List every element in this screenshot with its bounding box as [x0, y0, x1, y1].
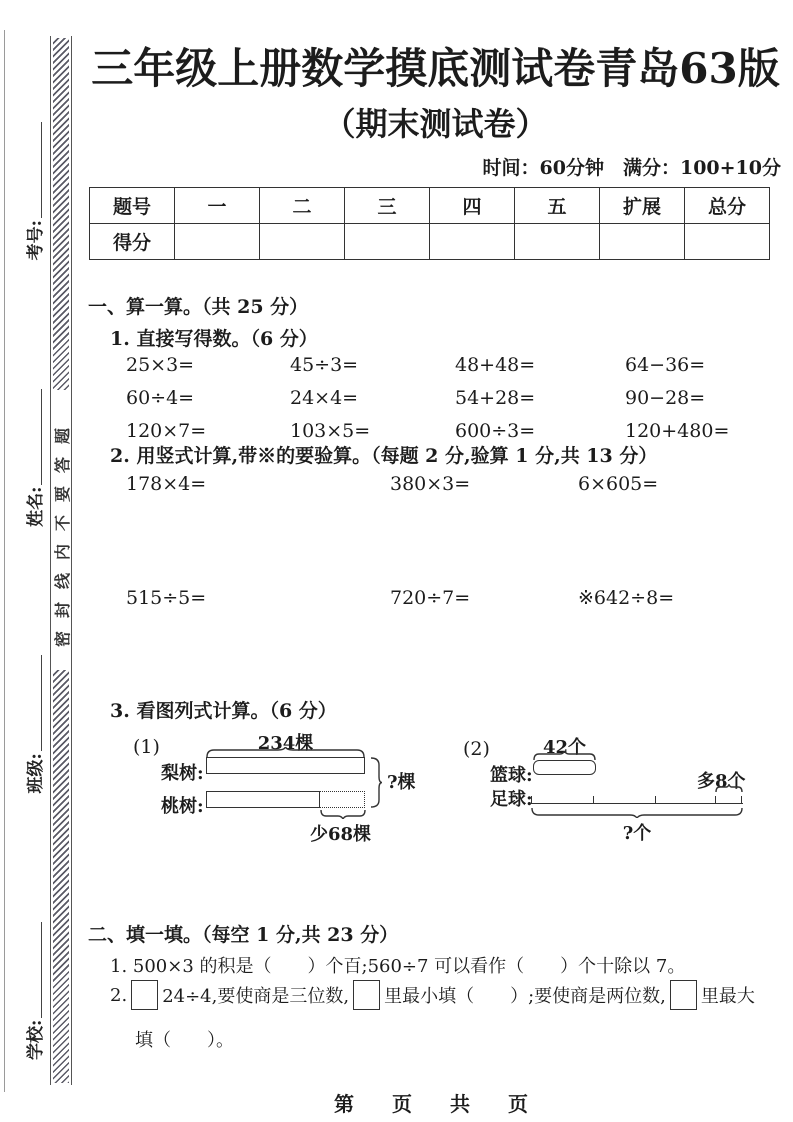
- basketball-total-label: 42个: [542, 737, 587, 758]
- more-label: 多8个: [697, 771, 746, 792]
- class-field: [20, 653, 46, 793]
- seal-hatch-top: [53, 38, 69, 390]
- class-label: 班级:: [26, 753, 46, 794]
- item2-text-part3: 里最大: [700, 986, 755, 1007]
- math-problem: 90−28=: [625, 387, 706, 409]
- blank-box: [670, 980, 697, 1010]
- item2-number: 2.: [110, 984, 128, 1006]
- score-cell: [430, 224, 515, 260]
- math-problem: 600÷3=: [455, 420, 536, 442]
- paper-subtitle: （期末测试卷）: [323, 105, 548, 143]
- score-cell: [345, 224, 430, 260]
- score-table-header-row: [90, 188, 770, 224]
- math-problem: 120+480=: [625, 420, 730, 442]
- diagram1-question-label: ?棵: [387, 772, 416, 793]
- score-table-header-cell: 一: [175, 188, 260, 224]
- page-edge-line: [4, 30, 5, 1092]
- diagram-balls: [463, 728, 783, 843]
- question1-title: 1. 直接写得数。（6 分）: [110, 328, 318, 350]
- diagram1-number: (1): [133, 736, 160, 758]
- mental-math-grid: [126, 354, 783, 442]
- score-cell: [515, 224, 600, 260]
- school-field: [20, 920, 46, 1060]
- fill-blank-item2-wrap: 填（ ）。: [135, 1030, 234, 1051]
- math-problem: 178×4=: [126, 473, 207, 495]
- question3-title: 3. 看图列式计算。（6 分）: [110, 700, 337, 722]
- score-cell: [175, 224, 260, 260]
- score-cell: [685, 224, 770, 260]
- fill-blank-item1: 1. 500×3 的积是（ ）个百;560÷7 可以看作（ ）个十除以 7。: [110, 956, 686, 977]
- math-problem: 48+48=: [455, 354, 536, 376]
- math-problem: 120×7=: [126, 420, 207, 442]
- score-row-label: 得分: [90, 224, 175, 260]
- math-problem: 54+28=: [455, 387, 536, 409]
- diagram1-total-label: 234棵: [257, 733, 314, 754]
- pear-bar: [206, 757, 365, 774]
- fill-blank-item2: [110, 980, 755, 1010]
- name-field: [20, 387, 46, 527]
- student-info-fields: [20, 120, 46, 1060]
- math-problem: ※642÷8=: [578, 587, 675, 609]
- column-calc-row1: [126, 473, 783, 495]
- segment-tick: [593, 796, 594, 803]
- math-problem: 24×4=: [290, 387, 359, 409]
- segment-tick: [741, 796, 742, 803]
- seal-hatch-bottom: [53, 670, 69, 1083]
- time-score-info: 时间：60分钟 满分：100+10分: [482, 157, 781, 179]
- top-brace-icon: [533, 751, 596, 760]
- blank-box: [353, 980, 380, 1010]
- diagram2-number: (2): [463, 738, 490, 760]
- score-table-header-cell: 二: [260, 188, 345, 224]
- score-table-header-cell: 五: [515, 188, 600, 224]
- diagram1-diff-label: 少68棵: [310, 824, 372, 845]
- score-table-header-cell: 四: [430, 188, 515, 224]
- school-blank-line: [40, 922, 42, 1018]
- score-table-header-cell: 题号: [90, 188, 175, 224]
- small-top-brace-icon: [715, 784, 743, 792]
- exam-number-field: [20, 120, 46, 260]
- score-table-header-cell: 三: [345, 188, 430, 224]
- bottom-brace-icon: [531, 808, 743, 818]
- item2-text-part2: 里最小填（ ）;要使商是两位数,: [384, 986, 666, 1007]
- score-table-header-cell: 总分: [685, 188, 770, 224]
- math-problem: 6×605=: [578, 473, 659, 495]
- exam-number-label: 考号:: [26, 220, 46, 261]
- exam-content: [88, 0, 783, 1122]
- page-footer: 第 页 共 页: [334, 1092, 537, 1116]
- name-blank-line: [40, 389, 42, 485]
- football-segment-line: [531, 792, 743, 804]
- exam-number-blank-line: [40, 122, 42, 218]
- class-blank-line: [40, 655, 42, 751]
- diagram2-question-label: ?个: [622, 823, 652, 844]
- section2-title: 二、填一填。（每空 1 分,共 23 分）: [88, 924, 399, 946]
- pear-bar-label: 梨树:: [161, 763, 204, 784]
- section1-title: 一、算一算。（共 25 分）: [88, 296, 309, 318]
- math-problem: 64−36=: [625, 354, 706, 376]
- math-problem: 25×3=: [126, 354, 195, 376]
- score-table-header-cell: 扩展: [600, 188, 685, 224]
- school-label: 学校:: [26, 1019, 46, 1060]
- item2-text-part1: 24÷4,要使商是三位数,: [162, 986, 350, 1007]
- top-brace-icon: [206, 747, 365, 757]
- math-problem: 103×5=: [290, 420, 371, 442]
- basketball-bar-label: 篮球:: [490, 765, 533, 786]
- peach-bar-label: 桃树:: [161, 796, 204, 817]
- math-problem: 60÷4=: [126, 387, 195, 409]
- blank-box: [131, 980, 158, 1010]
- diagram-trees: [133, 728, 448, 843]
- segment-tick: [655, 796, 656, 803]
- name-label: 姓名:: [26, 486, 46, 527]
- paper-title: 三年级上册数学摸底测试卷青岛63版: [91, 44, 780, 93]
- peach-bar-dotted: [320, 791, 365, 808]
- math-problem: 720÷7=: [390, 587, 471, 609]
- score-cell: [600, 224, 685, 260]
- math-problem: 45÷3=: [290, 354, 359, 376]
- segment-tick: [531, 796, 532, 803]
- peach-bar-solid: [206, 791, 320, 808]
- question2-title: 2. 用竖式计算,带※的要验算。（每题 2 分,验算 1 分,共 13 分）: [110, 445, 658, 467]
- score-table: [89, 187, 770, 260]
- football-line-label: 足球:: [490, 789, 533, 810]
- score-cell: [260, 224, 345, 260]
- math-problem: 515÷5=: [126, 587, 207, 609]
- score-table-score-row: [90, 224, 770, 260]
- seal-text: 密封线内不要答题: [53, 415, 72, 648]
- column-calc-row2: [126, 587, 783, 609]
- right-brace-icon: [370, 757, 383, 808]
- math-problem: 380×3=: [390, 473, 471, 495]
- segment-tick: [715, 796, 716, 803]
- basketball-bar: [533, 760, 596, 775]
- bottom-brace-icon: [320, 810, 366, 819]
